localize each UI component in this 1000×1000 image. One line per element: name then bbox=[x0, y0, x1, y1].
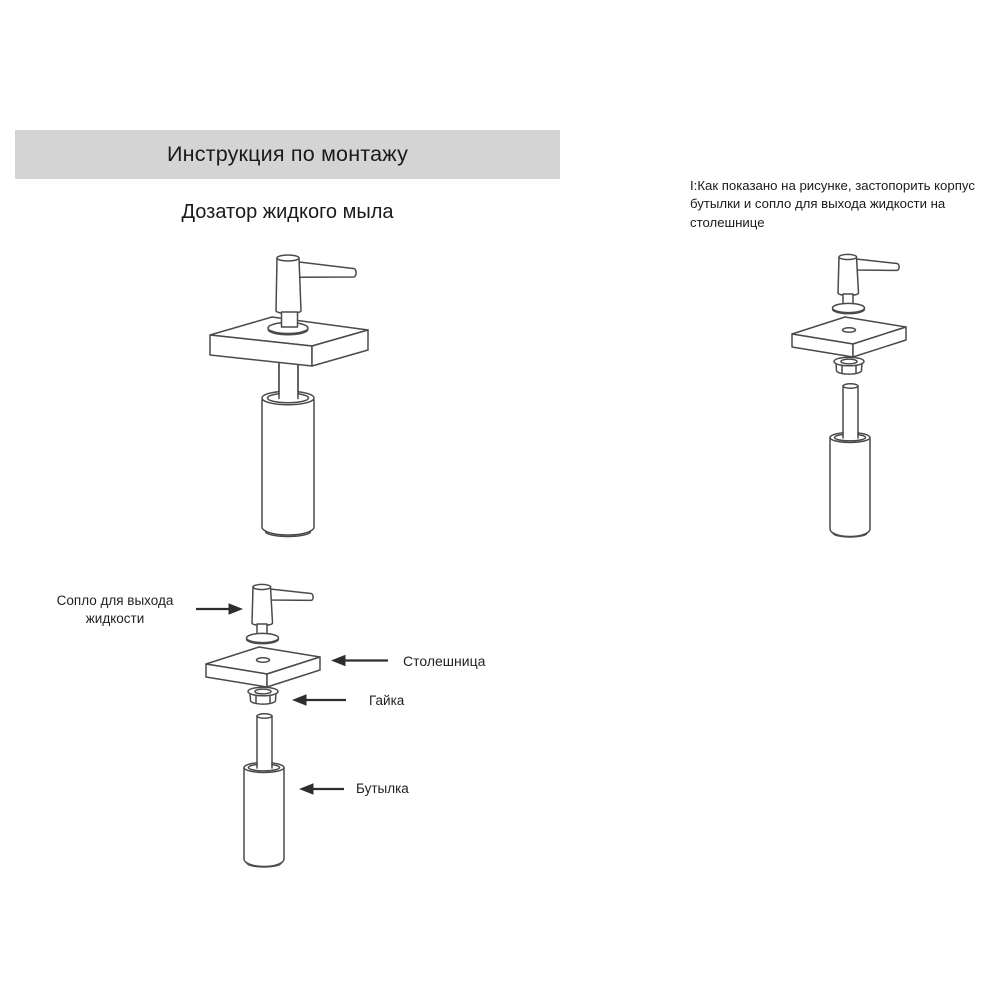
nozzle-arrow bbox=[196, 603, 243, 614]
assembled-dispenser-diagram bbox=[210, 255, 368, 537]
product-title: Дозатор жидкого мыла bbox=[181, 201, 394, 223]
nut-label: Гайка bbox=[369, 693, 405, 708]
countertop-label: Столешница bbox=[403, 653, 486, 669]
countertop-arrow bbox=[331, 655, 388, 666]
bottle-label: Бутылка bbox=[356, 781, 409, 796]
exploded-dispenser-diagram-right bbox=[792, 254, 906, 537]
page-title: Инструкция по монтажу bbox=[166, 142, 409, 166]
nozzle-label: Сопло для выхода жидкости bbox=[56, 593, 174, 626]
exploded-dispenser-diagram-labeled bbox=[206, 584, 320, 867]
nut-arrow bbox=[292, 694, 346, 705]
bottle-arrow bbox=[299, 783, 344, 794]
instruction-step-text: I:Как показано на рисунке, застопорить корпус бутылки и сопло для выхода жидкости на столешнице bbox=[690, 178, 975, 230]
